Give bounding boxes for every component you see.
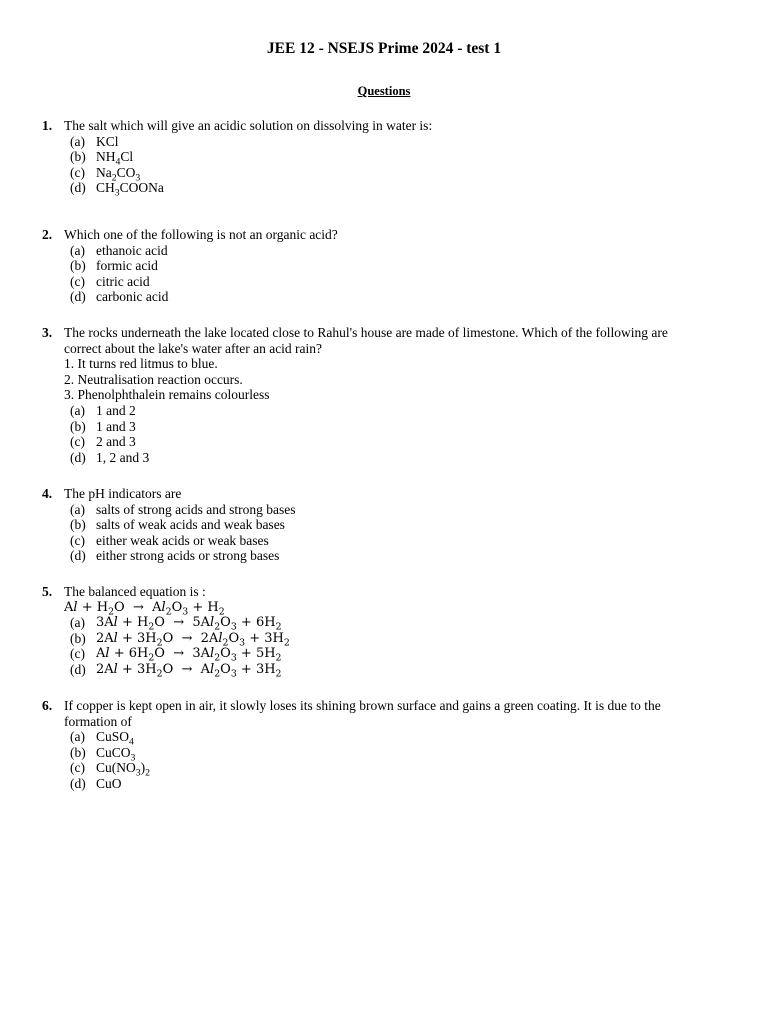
option-text: $CH_3COONa$: [96, 180, 164, 200]
question-text: If copper is kept open in air, it slowly loses its shining brown surface and gains a green coating. It is due to the: [64, 698, 661, 713]
question-5: [42, 584, 728, 678]
question-text: correct about the lake's water after an acid rain?: [64, 340, 323, 356]
option-label: (a): [70, 729, 85, 745]
option-label: (b): [70, 149, 86, 165]
option-text: CuO: [96, 775, 122, 791]
option-text: either strong acids or strong bases: [96, 548, 280, 564]
answer-option: [64, 258, 728, 274]
option-label: (b): [70, 744, 86, 760]
question-number: 4.: [42, 486, 53, 501]
answer-option: [64, 164, 728, 184]
answer-option: [64, 403, 728, 419]
option-label: (b): [70, 517, 86, 533]
option-text: $2Al + 3H_2O \to 2Al_2O_3 + 3H_2$: [96, 630, 290, 649]
option-text: $NH_4Cl$: [96, 149, 134, 168]
option-text: CuSO$_4$: [96, 729, 134, 748]
answer-option: [64, 434, 728, 450]
option-label: (a): [70, 615, 85, 631]
option-text: formic acid: [96, 258, 158, 274]
answer-option: [64, 289, 728, 305]
option-text: KCl: [96, 133, 119, 149]
option-text: either weak acids or weak bases: [96, 532, 269, 548]
answer-option: [64, 502, 728, 518]
option-text: carbonic acid: [96, 289, 169, 305]
option-label: (a): [70, 501, 85, 517]
option-text: 1 and 2: [96, 402, 136, 418]
option-label: (a): [70, 242, 85, 258]
option-label: (a): [70, 402, 85, 418]
option-label: (c): [70, 273, 85, 289]
question-number: 6.: [42, 698, 53, 713]
option-label: (b): [70, 258, 86, 274]
option-text: $2Al + 3H_2O \to Al_2O_3 + 3H_2$: [96, 661, 282, 680]
question-number: 5.: [42, 584, 53, 599]
answer-option: [64, 149, 728, 168]
question-number: 1.: [42, 118, 53, 133]
option-label: (d): [70, 775, 86, 791]
answer-option: [64, 274, 728, 290]
answer-option: [64, 744, 728, 764]
question-text: 2. Neutralisation reaction occurs.: [64, 371, 243, 387]
answer-option: [64, 180, 728, 200]
option-label: (c): [70, 646, 85, 662]
answer-option: [64, 615, 728, 631]
answer-option: [64, 776, 728, 792]
option-label: (d): [70, 449, 86, 465]
option-label: (a): [70, 133, 85, 149]
question-text: Which one of the following is not an organic acid?: [64, 227, 338, 242]
question-text: The pH indicators are: [64, 486, 182, 501]
question-text: The rocks underneath the lake located close to Rahul's house are made of limestone. Which of the following are: [64, 325, 668, 340]
question-text: The balanced equation is :: [64, 584, 206, 599]
question-text: The salt which will give an acidic solution on dissolving in water is:: [64, 118, 433, 133]
option-label: (c): [70, 532, 85, 548]
question-text: formation of: [64, 713, 132, 729]
question-text: 1. It turns red litmus to blue.: [64, 356, 218, 372]
answer-option: [64, 631, 728, 647]
answer-option: [64, 517, 728, 533]
option-text: salts of weak acids and weak bases: [96, 517, 285, 533]
option-label: (c): [70, 434, 85, 450]
option-label: (d): [70, 661, 86, 677]
answer-option: [64, 450, 728, 466]
option-label: (c): [70, 164, 85, 180]
option-label: (d): [70, 180, 86, 196]
answer-option: [64, 243, 728, 259]
option-text: $Al + 6H_2O \to 3Al_2O_3 + 5H_2$: [96, 646, 282, 664]
option-label: (d): [70, 289, 86, 305]
section-heading: Questions: [357, 84, 411, 98]
answer-option: [64, 646, 728, 662]
option-label: (b): [70, 630, 86, 646]
option-text: ethanoic acid: [96, 242, 168, 258]
question-4: [42, 486, 728, 564]
answer-option: [64, 419, 728, 435]
question-6: [42, 698, 728, 792]
option-text: 2 and 3: [96, 434, 136, 450]
question-2: [42, 227, 728, 305]
question-3: [42, 325, 728, 465]
question-number: 2.: [42, 227, 53, 242]
option-label: (c): [70, 760, 85, 776]
option-text: citric acid: [96, 273, 150, 289]
answer-option: [64, 662, 728, 678]
option-text: 1 and 3: [96, 418, 136, 434]
option-text: CuCO$_3$: [96, 744, 136, 764]
question-text: 3. Phenolphthalein remains colourless: [64, 387, 270, 403]
answer-option: [64, 533, 728, 549]
answer-option: [64, 548, 728, 564]
option-text: $3Al + H_2O \to 5Al_2O_3 + 6H_2$: [96, 615, 282, 633]
page-title: JEE 12 - NSEJS Prime 2024 - test 1: [266, 40, 502, 57]
option-text: $Cu(NO_3)_2$: [96, 760, 150, 780]
option-text: 1, 2 and 3: [96, 449, 150, 465]
option-label: (b): [70, 418, 86, 434]
question-number: 3.: [42, 325, 53, 340]
option-text: salts of strong acids and strong bases: [96, 501, 296, 517]
answer-option: [64, 760, 728, 780]
answer-option: [64, 134, 728, 150]
question-equation: $Al + H_2O \to Al_2O_3 + H_2$: [64, 599, 225, 618]
question-1: [42, 118, 728, 200]
answer-option: [64, 729, 728, 748]
option-text: $Na_2CO_3$: [96, 164, 141, 184]
option-label: (d): [70, 548, 86, 564]
